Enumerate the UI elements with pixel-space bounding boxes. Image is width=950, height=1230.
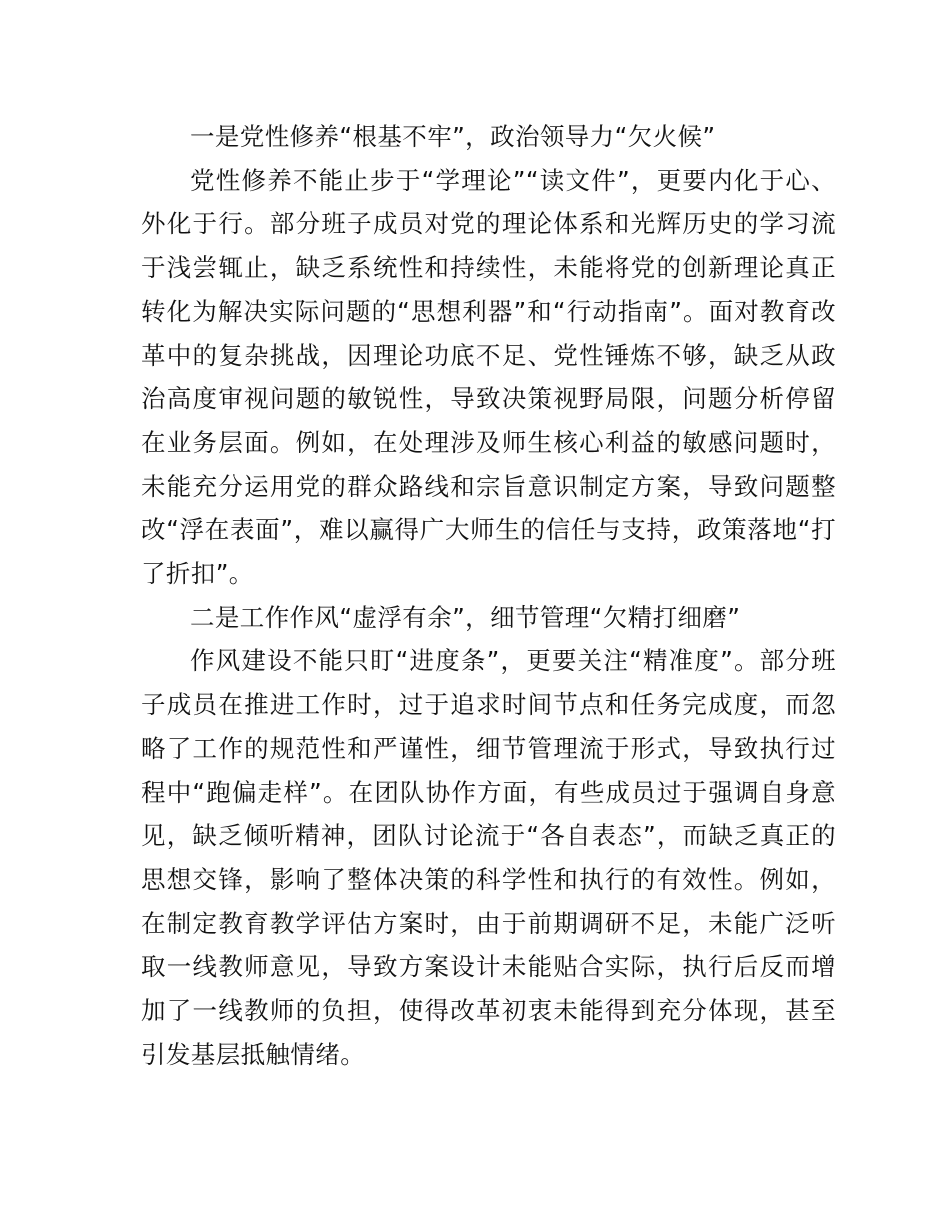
section-heading-2: 二是工作作风“虚浮有余”，细节管理“欠精打细磨” <box>190 602 741 632</box>
document-body <box>141 115 836 1076</box>
section-paragraph-2: 作风建设不能只盯“进度条”，更要关注“精准度”。部分班子成员在推进工作时，过于追求时间节点和任务完成度，而忽略了工作的规范性和严谨性，细节管理流于形式，导致执行过程中“跑偏走样”。在团队协作方面，有些成员过于强调自身意见，缺乏倾听精神，团队讨论流于“各自表态”，而缺乏真正的思想交锋，影响了整体决策的科学性和执行的有效性。例如，在制定教育教学评估方案时，由于前期调研不足，未能广泛听取一线教师意见，导致方案设计未能贴合实际，执行后反而增加了一线教师的负担，使得改革初衷未能得到充分体现，甚至引发基层抵触情绪。 <box>141 646 836 1069</box>
section-heading-1: 一是党性修养“根基不牢”，政治领导力“欠火候” <box>190 122 716 151</box>
section-paragraph-1: 党性修养不能止步于“学理论”“读文件”，更要内化于心、外化于行。部分班子成员对党的理论体系和光辉历史的学习流于浅尝辄止，缺乏系统性和持续性，未能将党的创新理论真正转化为解决实际问题的“思想利器”和“行动指南”。面对教育改革中的复杂挑战，因理论功底不足、党性锤炼不够，缺乏从政治高度审视问题的敏锐性，导致决策视野局限，问题分析停留在业务层面。例如，在处理涉及师生核心利益的敏感问题时，未能充分运用党的群众路线和宗旨意识制定方案，导致问题整改“浮在表面”，难以赢得广大师生的信任与支持，政策落地“打了折扣”。 <box>141 165 836 589</box>
